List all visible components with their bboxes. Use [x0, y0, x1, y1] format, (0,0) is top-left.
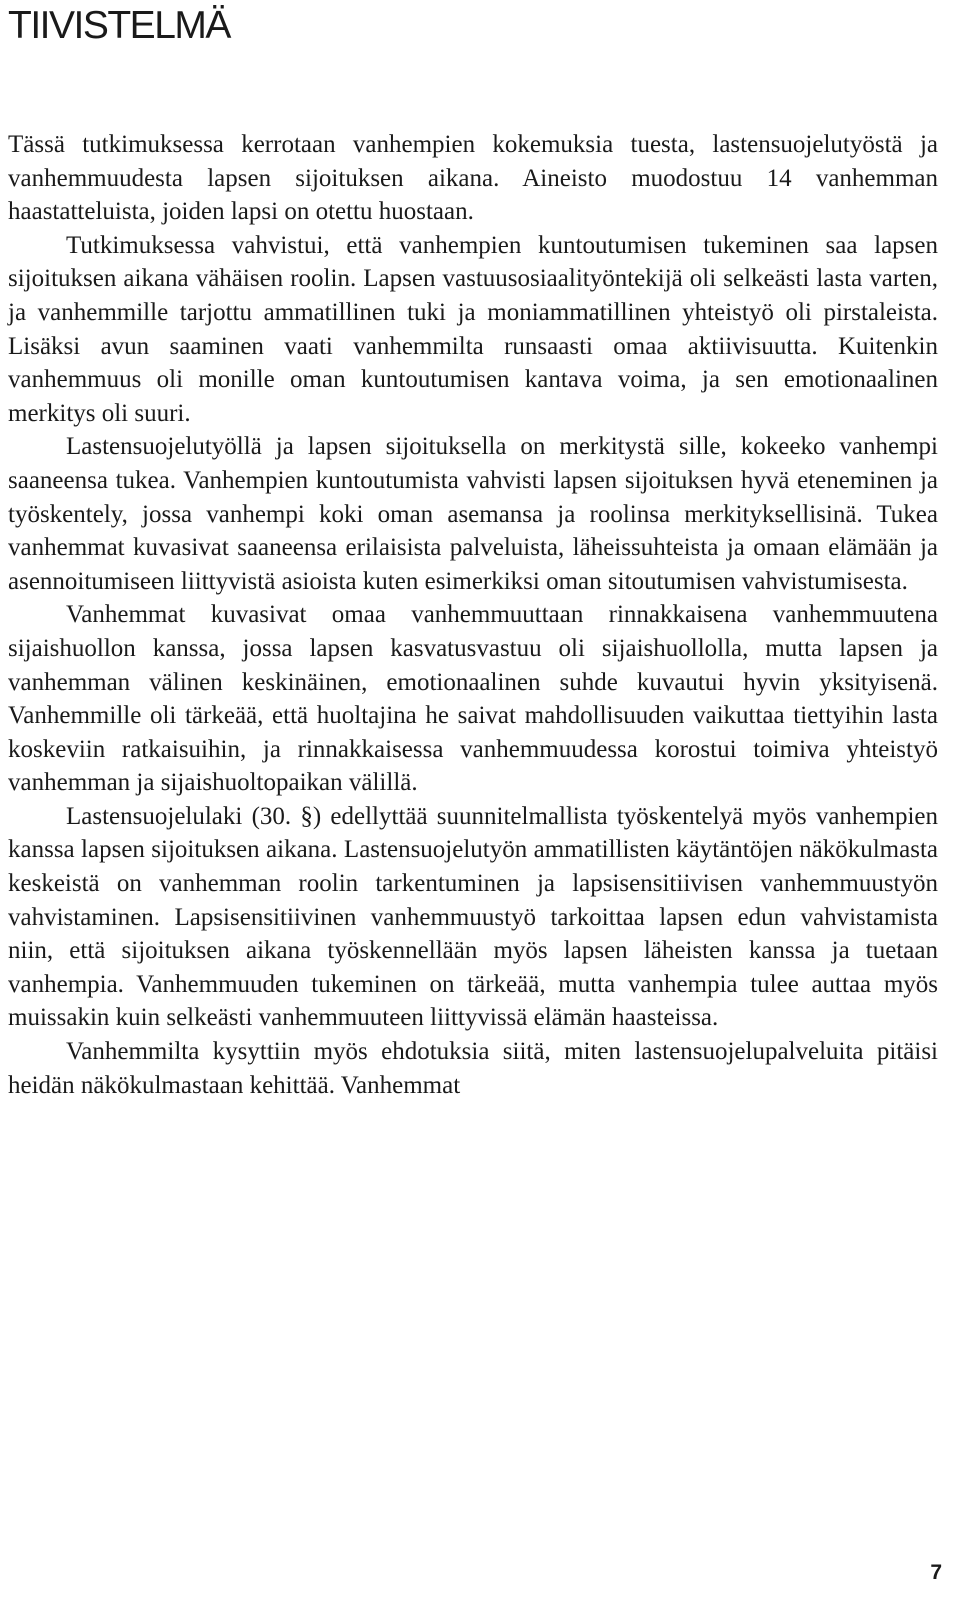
paragraph-1: Tässä tutkimuksessa kerrotaan vanhempien kokemuksia tuesta, lastensuojelutyöstä ja vanhemmuudesta lapsen sijoituksen aikana. Aineisto muodostuu 14 vanhemman haastatteluista, joiden lapsi on otettu huostaan.	[8, 131, 938, 226]
paragraph-3: Lastensuojelutyöllä ja lapsen sijoituksella on merkitystä sille, kokeeko vanhempi saaneensa tukea. Vanhempien kuntoutumista vahvisti lapsen sijoituksen hyvä eteneminen ja työskentely, jossa vanhempi koki oman asemansa ja roolinsa merkityksellisinä. Tukea vanhemmat kuvasivat saaneensa erilaisista palveluista, läheissuhteista ja omaan elämään ja asennoitumiseen liittyvistä asioista kuten esimerkiksi oman sitoutumisen vahvistumisesta.	[8, 433, 938, 595]
paragraph-5: Lastensuojelulaki (30. §) edellyttää suunnitelmallista työskentelyä myös vanhempien kanssa lapsen sijoituksen aikana. Lastensuojelutyön ammatillisten käytäntöjen näkökulmasta keskeistä on vanhemman roolin tarkentuminen ja lapsisensitiivisen vanhemmuustyön vahvistaminen. Lapsisensitiivinen vanhemmuustyö tarkoittaa lapsen edun vahvistamista niin, että sijoituksen aikana työskennellään myös lapsen läheisten kanssa ja tuetaan vanhempia. Vanhemmuuden tukeminen on tärkeää, mutta vanhempia tulee auttaa myös muissakin kuin selkeästi vanhemmuuteen liittyvissä elämän haasteissa.	[8, 802, 938, 1032]
paragraph-2: Tutkimuksessa vahvistui, että vanhempien kuntoutumisen tukeminen saa lapsen sijoituksen aikana vähäisen roolin. Lapsen vastuusosiaalityöntekijä oli selkeästi lasta varten, ja vanhemmille tarjottu ammatillinen tuki ja moniammatillinen yhteistyö oli pirstaleista. Lisäksi avun saaminen vaati vanhemmilta runsaasti omaa aktiivisuutta. Kuitenkin vanhemmuus oli monille oman kuntoutumisen kantava voima, ja sen emotionaalinen merkitys oli suuri.	[8, 231, 938, 427]
page-number: 7	[930, 1561, 942, 1584]
page-title: TIIVISTELMÄ	[8, 4, 230, 47]
abstract-body	[8, 128, 938, 1102]
paragraph-4: Vanhemmat kuvasivat omaa vanhemmuuttaan rinnakkaisena vanhemmuutena sijaishuollon kanssa, jossa lapsen kasvatusvastuu oli sijaishuollolla, mutta lapsen ja vanhemman välinen keskinäinen, emotionaalinen suhde kuvautui hyvin yksityisenä. Vanhemmille oli tärkeää, että huoltajina he saivat mahdollisuuden vaikuttaa tiettyihin lasta koskeviin ratkaisuihin, ja rinnakkaisessa vanhemmuudessa korostui toimiva yhteistyö vanhemman ja sijaishuoltopaikan välillä.	[8, 601, 938, 797]
paragraph-6: Vanhemmilta kysyttiin myös ehdotuksia siitä, miten lastensuojelupalveluita pitäisi heidän näkökulmastaan kehittää. Vanhemmat	[8, 1038, 938, 1099]
